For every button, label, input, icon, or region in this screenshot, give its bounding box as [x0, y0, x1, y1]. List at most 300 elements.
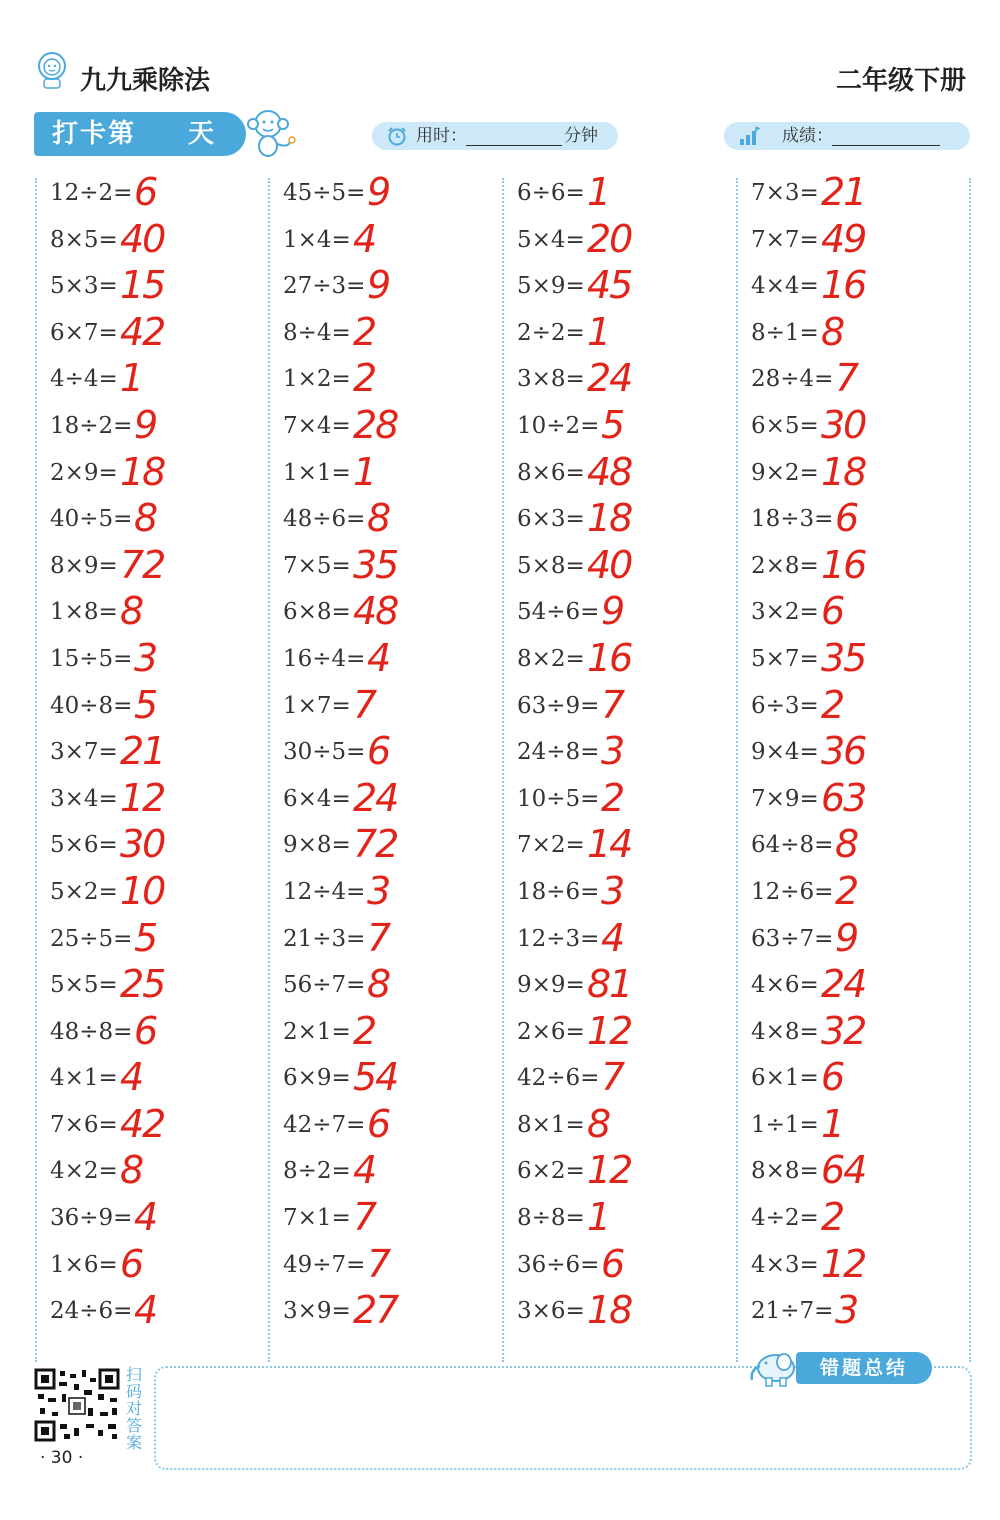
problem-row: [751, 915, 971, 969]
handwritten-answer: 35: [353, 542, 398, 587]
handwritten-answer: 9: [134, 402, 157, 447]
handwritten-answer: 8: [120, 1148, 143, 1193]
problem-question: 7×3=: [751, 180, 819, 206]
handwritten-answer: 35: [821, 635, 866, 680]
problem-row: [50, 1101, 270, 1155]
column-divider: [35, 178, 37, 1362]
handwritten-answer: 36: [821, 729, 866, 774]
problem-row: [751, 775, 971, 829]
problem-row: [283, 635, 503, 689]
problem-question: 42÷6=: [517, 1065, 600, 1092]
handwritten-answer: 8: [821, 309, 844, 354]
handwritten-answer: 20: [587, 216, 632, 261]
problem-row: [751, 263, 971, 316]
problem-row: [283, 962, 503, 1015]
handwritten-answer: 4: [367, 635, 390, 680]
problem-question: 18÷3=: [751, 506, 834, 533]
problem-row: [50, 356, 270, 409]
problem-row: [751, 1148, 971, 1201]
handwritten-answer: 64: [821, 1148, 866, 1193]
handwritten-answer: 72: [120, 542, 165, 587]
handwritten-answer: 8: [367, 496, 390, 541]
problem-question: 28÷4=: [751, 366, 834, 393]
scan-char: 扫: [125, 1365, 142, 1384]
handwritten-answer: 9: [835, 915, 858, 960]
problem-row: [283, 402, 503, 456]
problem-question: 18÷6=: [517, 878, 600, 905]
problem-row: [283, 170, 503, 223]
problem-row: [517, 1148, 737, 1201]
problem-question: 4÷2=: [751, 1205, 819, 1232]
problem-row: [751, 356, 971, 409]
scan-char: 答: [125, 1416, 142, 1435]
handwritten-answer: 6: [134, 170, 157, 214]
problem-row: [751, 496, 971, 549]
problem-row: [751, 589, 971, 642]
handwritten-answer: 30: [120, 822, 165, 867]
problem-question: 6×8=: [283, 599, 351, 626]
problem-question: 8×2=: [517, 645, 585, 672]
problem-question: 8×8=: [751, 1158, 819, 1185]
problem-question: 25÷5=: [50, 925, 133, 952]
problem-question: 1÷1=: [751, 1111, 819, 1138]
problem-question: 6×2=: [517, 1158, 585, 1185]
problem-question: 1×7=: [283, 692, 351, 719]
handwritten-answer: 6: [367, 729, 390, 774]
handwritten-answer: 25: [120, 962, 165, 1007]
problem-row: [517, 1055, 737, 1108]
scan-char: 案: [125, 1433, 142, 1452]
problem-row: [751, 402, 971, 456]
problem-row: [751, 1008, 971, 1062]
scan-for-answers-label: [124, 1366, 144, 1451]
problem-question: 54÷6=: [517, 599, 600, 626]
problem-row: [50, 1055, 270, 1108]
problem-row: [517, 263, 737, 316]
problem-row: [283, 263, 503, 316]
problem-question: 63÷7=: [751, 925, 834, 952]
handwritten-answer: 45: [587, 263, 632, 308]
handwritten-answer: 28: [353, 402, 398, 447]
problem-row: [283, 449, 503, 503]
problem-question: 6÷6=: [517, 180, 585, 206]
problem-row: [283, 496, 503, 549]
handwritten-answer: 12: [120, 775, 165, 820]
handwritten-answer: 7: [835, 356, 858, 401]
problem-question: 2÷2=: [517, 319, 585, 346]
handwritten-answer: 30: [821, 402, 866, 447]
problem-question: 3×6=: [517, 1298, 585, 1325]
problem-question: 4×3=: [751, 1251, 819, 1278]
problem-question: 5×7=: [751, 645, 819, 672]
handwritten-answer: 6: [367, 1101, 390, 1146]
problem-row: [283, 1195, 503, 1248]
handwritten-answer: 1: [353, 449, 376, 494]
problem-row: [50, 822, 270, 875]
problem-question: 8÷2=: [283, 1158, 351, 1185]
problem-question: 5×8=: [517, 552, 585, 579]
handwritten-answer: 18: [587, 496, 632, 541]
problem-row: [751, 1288, 971, 1341]
handwritten-answer: 5: [134, 915, 157, 960]
handwritten-answer: 15: [120, 263, 165, 308]
problem-question: 5×3=: [50, 273, 118, 300]
handwritten-answer: 18: [821, 449, 866, 494]
problem-question: 4×2=: [50, 1158, 118, 1185]
time-field[interactable]: [372, 122, 618, 150]
handwritten-answer: 1: [587, 170, 610, 214]
problem-row: [50, 915, 270, 969]
problem-question: 1×6=: [50, 1251, 118, 1278]
handwritten-answer: 72: [353, 822, 398, 867]
problem-row: [751, 868, 971, 922]
handwritten-answer: 24: [353, 775, 398, 820]
problem-row: [50, 170, 270, 223]
problem-question: 2×6=: [517, 1018, 585, 1045]
problem-row: [751, 682, 971, 736]
problem-question: 1×8=: [50, 599, 118, 626]
problem-question: 3×4=: [50, 785, 118, 812]
problem-row: [50, 868, 270, 922]
problem-question: 7×5=: [283, 552, 351, 579]
handwritten-answer: 3: [835, 1288, 858, 1333]
alarm-clock-icon: [386, 126, 408, 146]
problem-question: 6÷3=: [751, 692, 819, 719]
problem-row: [283, 682, 503, 736]
problem-row: [751, 635, 971, 689]
handwritten-answer: 42: [120, 309, 165, 354]
handwritten-answer: 6: [835, 496, 858, 541]
problem-question: 8÷8=: [517, 1205, 585, 1232]
problem-question: 5×4=: [517, 226, 585, 253]
problem-question: 6×4=: [283, 785, 351, 812]
handwritten-answer: 7: [353, 1195, 376, 1240]
handwritten-answer: 4: [353, 216, 376, 261]
problem-row: [283, 309, 503, 363]
handwritten-answer: 6: [120, 1241, 143, 1286]
handwritten-answer: 5: [601, 402, 624, 447]
handwritten-answer: 1: [120, 356, 143, 401]
handwritten-answer: 4: [120, 1055, 143, 1100]
handwritten-answer: 7: [601, 682, 624, 727]
handwritten-answer: 4: [353, 1148, 376, 1193]
problem-question: 7×1=: [283, 1205, 351, 1232]
problem-question: 8×5=: [50, 226, 118, 253]
time-blank[interactable]: [466, 124, 562, 146]
page-number: · 30 ·: [40, 1448, 84, 1468]
problem-question: 4÷4=: [50, 366, 118, 393]
handwritten-answer: 1: [821, 1101, 844, 1146]
problem-column-2: [283, 170, 503, 1341]
problem-column-1: [50, 170, 270, 1341]
elephant-mascot-icon: [746, 1344, 802, 1388]
problem-question: 7×9=: [751, 785, 819, 812]
lion-logo-icon: [34, 50, 70, 90]
problem-question: 64÷8=: [751, 832, 834, 859]
problem-row: [751, 1195, 971, 1248]
handwritten-answer: 21: [821, 170, 866, 214]
problem-row: [283, 868, 503, 922]
handwritten-answer: 9: [367, 170, 390, 214]
problem-row: [283, 356, 503, 409]
problem-question: 6×3=: [517, 506, 585, 533]
problem-question: 42÷7=: [283, 1111, 366, 1138]
problem-question: 8×9=: [50, 552, 118, 579]
problem-question: 2×9=: [50, 459, 118, 486]
problem-question: 40÷5=: [50, 506, 133, 533]
problem-row: [283, 1241, 503, 1295]
problem-question: 2×1=: [283, 1018, 351, 1045]
handwritten-answer: 4: [134, 1288, 157, 1333]
problem-question: 49÷7=: [283, 1251, 366, 1278]
problem-question: 6×9=: [283, 1065, 351, 1092]
problem-row: [50, 402, 270, 456]
problem-question: 48÷8=: [50, 1018, 133, 1045]
problem-row: [517, 962, 737, 1015]
checkin-day-label: 天: [188, 119, 217, 149]
problem-question: 18÷2=: [50, 412, 133, 439]
problem-row: [517, 496, 737, 549]
problem-question: 21÷3=: [283, 925, 366, 952]
problem-question: 12÷3=: [517, 925, 600, 952]
handwritten-answer: 40: [587, 542, 632, 587]
problem-question: 3×2=: [751, 599, 819, 626]
handwritten-answer: 7: [367, 1241, 390, 1286]
problem-question: 15÷5=: [50, 645, 133, 672]
handwritten-answer: 4: [601, 915, 624, 960]
handwritten-answer: 16: [587, 635, 632, 680]
problem-question: 10÷5=: [517, 785, 600, 812]
problem-question: 7×2=: [517, 832, 585, 859]
problem-row: [50, 309, 270, 363]
handwritten-answer: 3: [601, 729, 624, 774]
problem-row: [751, 216, 971, 270]
problem-question: 1×1=: [283, 459, 351, 486]
handwritten-answer: 63: [821, 775, 866, 820]
book-title: 九九乘除法: [80, 66, 211, 96]
problem-row: [283, 589, 503, 642]
problem-row: [751, 729, 971, 782]
problem-question: 56÷7=: [283, 972, 366, 999]
problem-row: [517, 635, 737, 689]
handwritten-answer: 7: [367, 915, 390, 960]
problem-row: [283, 1288, 503, 1341]
problem-question: 4×8=: [751, 1018, 819, 1045]
problem-row: [517, 589, 737, 642]
handwritten-answer: 2: [821, 1195, 844, 1240]
checkin-label: 打卡第: [52, 119, 137, 149]
handwritten-answer: 48: [353, 589, 398, 634]
problem-row: [50, 263, 270, 316]
handwritten-answer: 2: [353, 356, 376, 401]
problem-question: 4×4=: [751, 273, 819, 300]
problem-row: [50, 1148, 270, 1201]
problem-row: [50, 729, 270, 782]
problem-question: 3×8=: [517, 366, 585, 393]
problem-row: [517, 1241, 737, 1295]
problem-question: 9×8=: [283, 832, 351, 859]
handwritten-answer: 6: [601, 1241, 624, 1286]
problem-question: 5×2=: [50, 878, 118, 905]
problem-question: 8×6=: [517, 459, 585, 486]
problem-row: [517, 729, 737, 782]
grade-label: 二年级下册: [835, 66, 966, 96]
scan-char: 码: [125, 1382, 142, 1401]
problem-question: 24÷8=: [517, 739, 600, 766]
problem-row: [50, 589, 270, 642]
problem-row: [517, 1288, 737, 1341]
problem-row: [50, 216, 270, 270]
checkin-banner: [34, 112, 246, 156]
problem-row: [50, 1008, 270, 1062]
handwritten-answer: 3: [367, 868, 390, 913]
handwritten-answer: 18: [120, 449, 165, 494]
handwritten-answer: 6: [821, 589, 844, 634]
problem-row: [751, 1101, 971, 1155]
time-unit: 分钟: [564, 126, 598, 146]
problem-question: 40÷8=: [50, 692, 133, 719]
score-chart-icon: [738, 126, 760, 146]
problem-row: [283, 915, 503, 969]
problem-row: [283, 1055, 503, 1108]
problem-row: [517, 1008, 737, 1062]
problem-row: [517, 542, 737, 596]
problem-row: [517, 216, 737, 270]
problem-row: [751, 962, 971, 1015]
problem-row: [517, 402, 737, 456]
problem-question: 24÷6=: [50, 1298, 133, 1325]
handwritten-answer: 8: [587, 1101, 610, 1146]
problem-row: [50, 542, 270, 596]
handwritten-answer: 9: [601, 589, 624, 634]
problem-question: 12÷4=: [283, 878, 366, 905]
problem-question: 8÷1=: [751, 319, 819, 346]
handwritten-answer: 12: [587, 1008, 632, 1053]
handwritten-answer: 3: [134, 635, 157, 680]
score-blank[interactable]: [832, 124, 940, 146]
problem-question: 36÷9=: [50, 1205, 133, 1232]
problem-row: [751, 170, 971, 223]
problem-question: 9×2=: [751, 459, 819, 486]
handwritten-answer: 2: [353, 1008, 376, 1053]
handwritten-answer: 7: [353, 682, 376, 727]
problem-question: 27÷3=: [283, 273, 366, 300]
problem-row: [517, 915, 737, 969]
handwritten-answer: 8: [120, 589, 143, 634]
handwritten-answer: 9: [367, 263, 390, 308]
handwritten-answer: 48: [587, 449, 632, 494]
handwritten-answer: 8: [835, 822, 858, 867]
mistake-summary-tab: 错题总结: [796, 1352, 932, 1384]
problem-question: 8×1=: [517, 1111, 585, 1138]
problem-row: [283, 729, 503, 782]
problem-question: 6×1=: [751, 1065, 819, 1092]
problem-row: [517, 449, 737, 503]
problem-row: [517, 868, 737, 922]
handwritten-answer: 1: [587, 1195, 610, 1240]
problem-row: [751, 1055, 971, 1108]
problem-question: 5×6=: [50, 832, 118, 859]
problem-row: [50, 1241, 270, 1295]
problem-question: 63÷9=: [517, 692, 600, 719]
problem-question: 9×4=: [751, 739, 819, 766]
problem-row: [50, 1195, 270, 1248]
handwritten-answer: 2: [835, 868, 858, 913]
problem-row: [517, 356, 737, 409]
problem-question: 3×7=: [50, 739, 118, 766]
problem-question: 36÷6=: [517, 1251, 600, 1278]
problem-question: 7×7=: [751, 226, 819, 253]
problem-row: [517, 775, 737, 829]
problem-question: 4×6=: [751, 972, 819, 999]
problem-question: 12÷2=: [50, 180, 133, 206]
problem-row: [283, 1101, 503, 1155]
problem-question: 6×5=: [751, 412, 819, 439]
handwritten-answer: 54: [353, 1055, 398, 1100]
problem-column-3: [517, 170, 737, 1341]
handwritten-answer: 8: [367, 962, 390, 1007]
problem-question: 12÷6=: [751, 878, 834, 905]
score-field[interactable]: [724, 122, 970, 150]
problem-row: [50, 635, 270, 689]
problem-row: [517, 822, 737, 875]
handwritten-answer: 49: [821, 216, 866, 261]
handwritten-answer: 16: [821, 263, 866, 308]
problem-question: 4×1=: [50, 1065, 118, 1092]
handwritten-answer: 12: [587, 1148, 632, 1193]
handwritten-answer: 4: [134, 1195, 157, 1240]
handwritten-answer: 10: [120, 868, 165, 913]
problem-row: [517, 309, 737, 363]
problem-row: [50, 962, 270, 1015]
handwritten-answer: 81: [587, 962, 632, 1007]
problem-question: 21÷7=: [751, 1298, 834, 1325]
problem-question: 1×2=: [283, 366, 351, 393]
handwritten-answer: 12: [821, 1241, 866, 1286]
problem-row: [283, 1148, 503, 1201]
problem-column-4: [751, 170, 971, 1341]
problem-row: [283, 542, 503, 596]
handwritten-answer: 6: [134, 1008, 157, 1053]
scan-char: 对: [125, 1399, 142, 1418]
handwritten-answer: 1: [587, 309, 610, 354]
problem-row: [751, 822, 971, 875]
problem-row: [283, 775, 503, 829]
problem-question: 30÷5=: [283, 739, 366, 766]
problem-row: [517, 1101, 737, 1155]
problem-question: 3×9=: [283, 1298, 351, 1325]
problem-question: 1×4=: [283, 226, 351, 253]
problem-row: [751, 309, 971, 363]
handwritten-answer: 8: [134, 496, 157, 541]
handwritten-answer: 24: [587, 356, 632, 401]
handwritten-answer: 21: [120, 729, 165, 774]
problem-question: 7×4=: [283, 412, 351, 439]
problem-question: 48÷6=: [283, 506, 366, 533]
handwritten-answer: 32: [821, 1008, 866, 1053]
handwritten-answer: 2: [601, 775, 624, 820]
problem-question: 9×9=: [517, 972, 585, 999]
problem-question: 16÷4=: [283, 645, 366, 672]
problem-question: 5×5=: [50, 972, 118, 999]
qr-code-icon[interactable]: [34, 1368, 120, 1442]
problem-row: [50, 1288, 270, 1341]
handwritten-answer: 5: [134, 682, 157, 727]
problem-question: 2×8=: [751, 552, 819, 579]
handwritten-answer: 27: [353, 1288, 398, 1333]
problem-row: [517, 170, 737, 223]
problem-question: 45÷5=: [283, 180, 366, 206]
